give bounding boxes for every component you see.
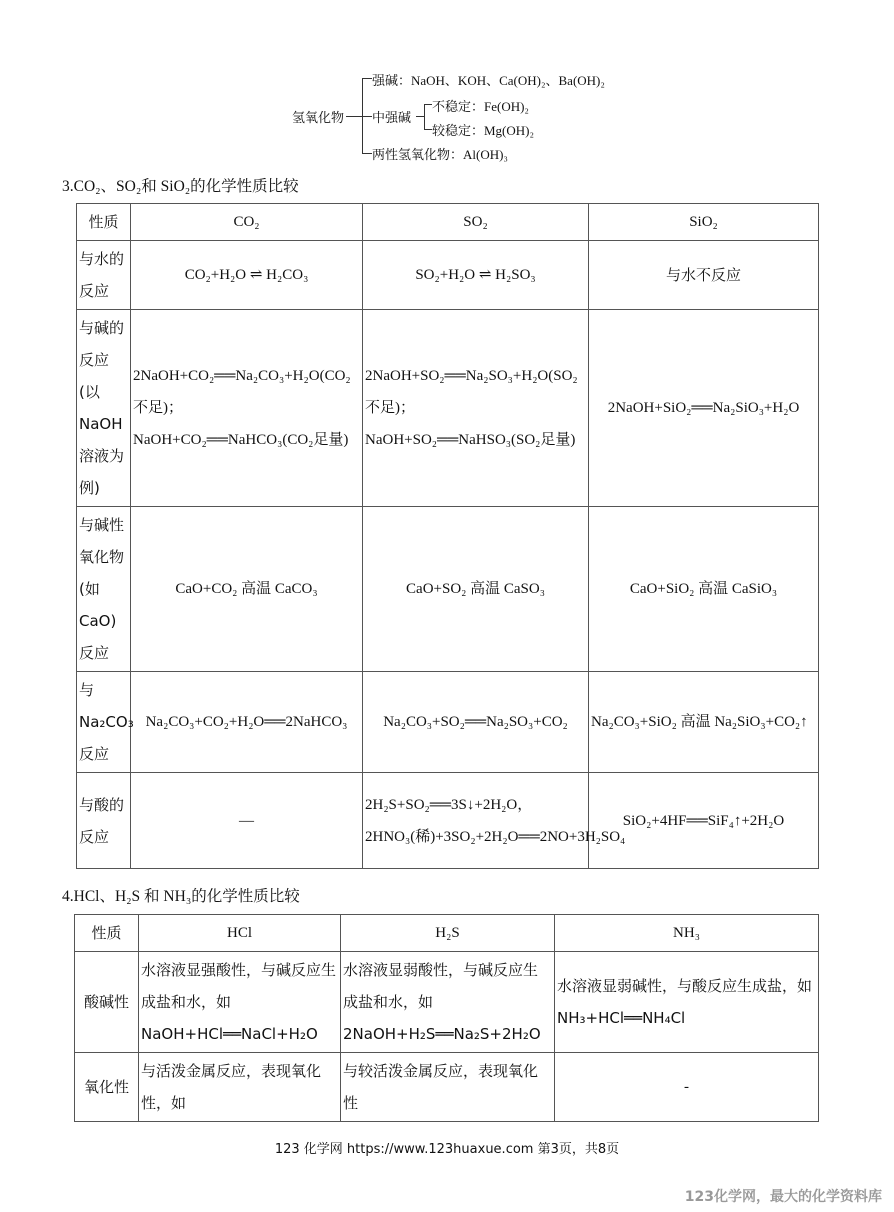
section-3-title: 3.CO₂、SO₂和 SiO₂的化学性质比较 [62, 178, 299, 195]
cell-h2s-oxidizing: 与较活泼金属反应，表现氧化性 [341, 1053, 555, 1122]
cell-so2-na2co3: Na₂CO₃+SO₂══Na₂SO₃+CO₂ [363, 672, 589, 773]
cell-co2-water: CO₂+H₂O ⇌ H₂CO₃ [131, 241, 363, 310]
row-label-water: 与水的反应 [77, 241, 131, 310]
medium-base-item: 中强碱 [372, 111, 412, 126]
oxide-comparison-table [76, 203, 819, 869]
cell-nh3-acid-base: 水溶液显弱碱性，与酸反应生成盐，如 NH₃+HCl══NH₄Cl [555, 952, 819, 1053]
cell-nh3-oxidizing: - [555, 1053, 819, 1122]
cell-so2-basic-oxide: CaO+SO₂ 高温 CaSO₃ [363, 507, 589, 672]
unstable-item: 不稳定：Fe(OH)₂ [432, 99, 529, 114]
cell-so2-water: SO₂+H₂O ⇌ H₂SO₃ [363, 241, 589, 310]
header-co2: CO₂ [131, 204, 363, 241]
header-hcl: HCl [139, 915, 341, 952]
hydroxide-classification-diagram [290, 62, 630, 170]
header-property: 性质 [77, 204, 131, 241]
cell-sio2-water: 与水不反应 [589, 241, 819, 310]
hydride-comparison-table [74, 914, 819, 1122]
header-so2: SO₂ [363, 204, 589, 241]
page-footer: 123 化学网 https://www.123huaxue.com 第3页，共8页 [274, 1142, 620, 1157]
cell-sio2-na2co3: Na₂CO₃+SiO₂ 高温 Na₂SiO₃+CO₂↑ [589, 672, 819, 773]
cell-so2-acid: 2H₂S+SO₂══3S↓+2H₂O，2HNO₃(稀)+3SO₂+2H₂O══2NO+3H₂SO₄ [363, 773, 589, 869]
watermark-text: 123化学网，最大的化学资料库 [684, 1189, 882, 1205]
cell-sio2-basic-oxide: CaO+SiO₂ 高温 CaSiO₃ [589, 507, 819, 672]
cell-sio2-base: 2NaOH+SiO₂══Na₂SiO₃+H₂O [589, 310, 819, 507]
section-4-title: 4.HCl、H₂S 和 NH₃的化学性质比较 [62, 888, 300, 905]
cell-co2-basic-oxide: CaO+CO₂ 高温 CaCO₃ [131, 507, 363, 672]
row-label-basic-oxide: 与碱性氧化物(如CaO)反应 [77, 507, 131, 672]
cell-co2-na2co3: Na₂CO₃+CO₂+H₂O══2NaHCO₃ [131, 672, 363, 773]
header-property-4: 性质 [75, 915, 139, 952]
amphoteric-item: 两性氢氧化物：Al(OH)₃ [372, 147, 508, 162]
header-nh3: NH₃ [555, 915, 819, 952]
row-label-acid: 与酸的反应 [77, 773, 131, 869]
row-label-base: 与碱的反应(以NaOH溶液为例) [77, 310, 131, 507]
cell-hcl-oxidizing: 与活泼金属反应，表现氧化性，如 [139, 1053, 341, 1122]
stable-item: 较稳定：Mg(OH)₂ [432, 123, 535, 138]
cell-co2-base: 2NaOH+CO₂══Na₂CO₃+H₂O(CO₂不足)；NaOH+CO₂══NaHCO₃(CO₂足量) [131, 310, 363, 507]
row-label-acid-base: 酸碱性 [75, 952, 139, 1053]
hydroxide-label: 氢氧化物 [292, 111, 345, 126]
cell-co2-acid: — [131, 773, 363, 869]
cell-hcl-acid-base: 水溶液显强酸性，与碱反应生成盐和水，如NaOH+HCl══NaCl+H₂O [139, 952, 341, 1053]
row-label-na2co3: 与Na₂CO₃反应 [77, 672, 131, 773]
strong-base-item: 强碱：NaOH、KOH、Ca(OH)₂、Ba(OH)₂ [372, 73, 605, 88]
row-label-oxidizing: 氧化性 [75, 1053, 139, 1122]
cell-h2s-acid-base: 水溶液显弱酸性，与碱反应生成盐和水，如2NaOH+H₂S══Na₂S+2H₂O [341, 952, 555, 1053]
header-sio2: SiO₂ [589, 204, 819, 241]
header-h2s: H₂S [341, 915, 555, 952]
cell-so2-base: 2NaOH+SO₂══Na₂SO₃+H₂O(SO₂不足)；NaOH+SO₂══NaHSO₃(SO₂足量) [363, 310, 589, 507]
cell-sio2-acid: SiO₂+4HF══SiF₄↑+2H₂O [589, 773, 819, 869]
